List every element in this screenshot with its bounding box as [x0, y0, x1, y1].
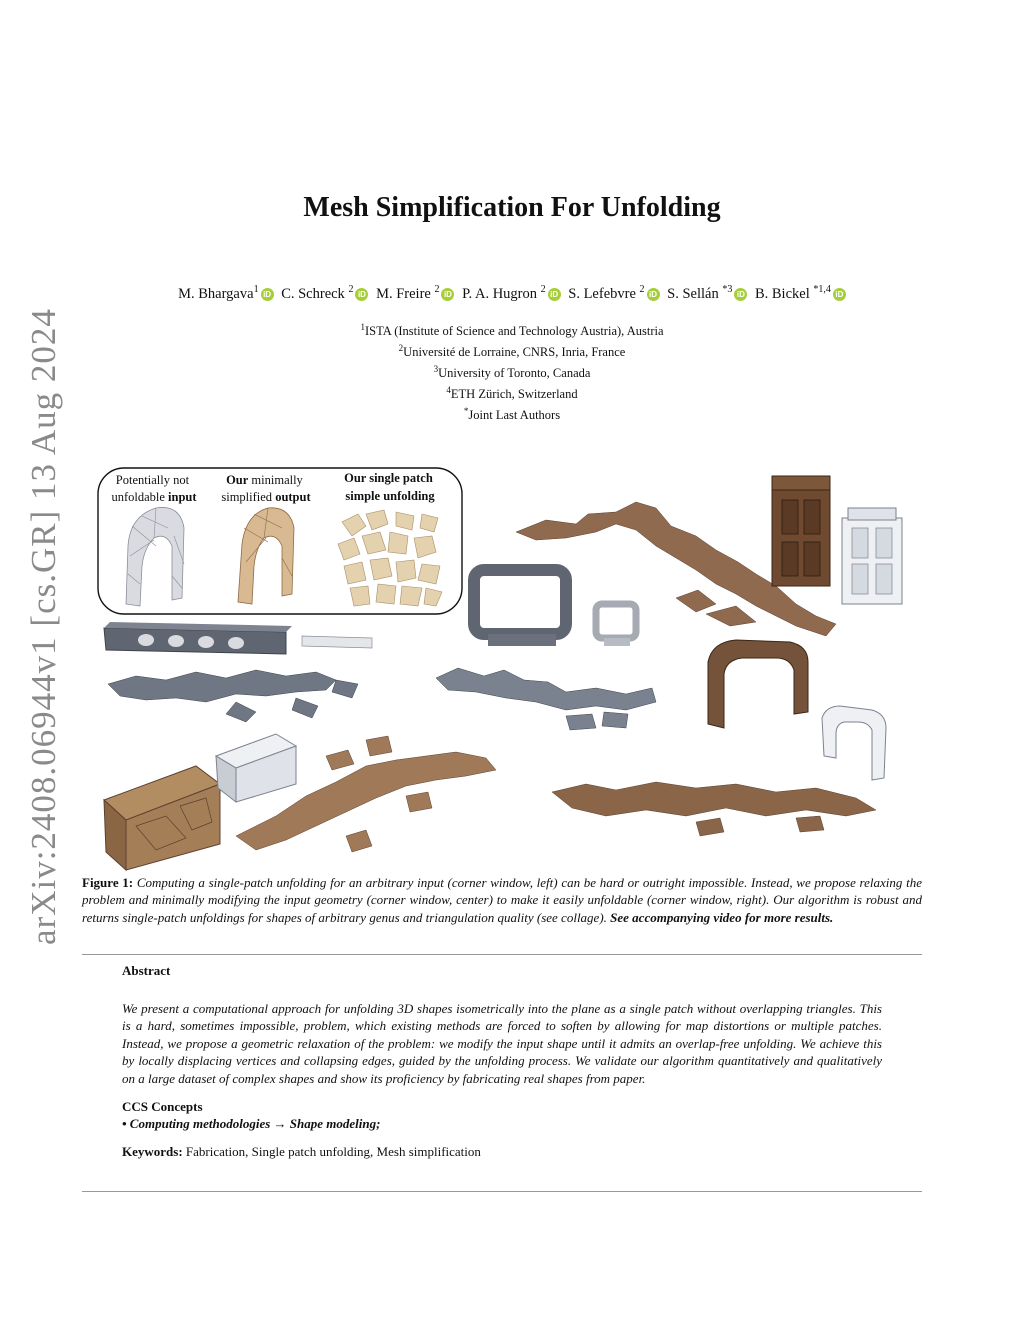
orcid-icon[interactable]: iD: [833, 288, 846, 301]
unfolding-grey-middle: [436, 668, 656, 730]
orcid-icon[interactable]: iD: [261, 288, 274, 301]
author-affiliation: *1,4: [813, 284, 831, 295]
author: [462, 284, 561, 303]
wooden-booth: [772, 476, 830, 586]
orcid-icon[interactable]: iD: [441, 288, 454, 301]
author-name: S. Sellán: [667, 285, 719, 302]
grey-frame-object: [474, 570, 636, 646]
grey-bar-object: [104, 622, 372, 654]
author-name: C. Schreck: [281, 285, 345, 302]
affiliation: $^1$ISTA (Institute of Science and Technology Austria), Austria: [360, 322, 664, 339]
divider-bottom: [82, 1191, 922, 1192]
divider-top: [82, 954, 922, 955]
keywords-label: Keywords:: [122, 1143, 183, 1159]
white-arch: [822, 706, 886, 780]
figure-caption: [82, 874, 922, 926]
author: [281, 284, 368, 303]
author-affiliation: 2: [434, 284, 440, 295]
white-box: [216, 734, 296, 802]
paper-title: Mesh Simplification For Unfolding: [303, 192, 721, 223]
author: [667, 284, 747, 303]
affiliation-list: [0, 319, 1024, 424]
author-affiliation: 1: [253, 284, 259, 295]
author: [178, 284, 273, 303]
inset-label-unfolding: Our single patch simple unfolding: [344, 471, 435, 503]
affiliation: *Joint Last Authors: [463, 405, 561, 422]
author-affiliation: 2: [348, 284, 354, 295]
inset-label-output: Our minimally simplified output: [221, 473, 311, 504]
author-affiliation: 2: [540, 284, 546, 295]
unfolding-brown-bottom-right: [552, 782, 876, 836]
author-name: S. Lefebvre: [568, 285, 636, 302]
ccs-heading: CCS Concepts: [122, 1098, 203, 1114]
white-booth: [842, 508, 902, 604]
abstract-section: [122, 962, 882, 1160]
abstract-body: We present a computational approach for unfolding 3D shapes isometrically into the plane as a single patch without overlapping triangles. This is a hard, sometimes impossible, problem, which existing methods are forced to soften by allowing for map distortions or multiple patches. Instead, we propose a geometric relaxation of the problem: we modify the input shape until it admits an overlap-free unfolding. We achieve this by locally displacing vertices and collapsing edges, guided by the unfolding process. We validate our algorithm quantitatively and qualitatively on a large dataset of complex shapes and show its proficiency by fabricating real shapes from paper.: [122, 1000, 882, 1086]
author-name: B. Bickel: [754, 285, 810, 302]
orcid-icon[interactable]: iD: [734, 288, 747, 301]
keywords: [122, 1143, 882, 1161]
author: [755, 284, 846, 303]
caption-video-note: See accompanying video for more results.: [610, 909, 834, 925]
orcid-icon[interactable]: iD: [355, 288, 368, 301]
author-affiliation: *3: [722, 284, 733, 295]
ccs-concept: • Computing methodologies → Shape modeling;: [122, 1116, 381, 1132]
affiliation: $^4$ETH Zürich, Switzerland: [446, 384, 578, 402]
unfolding-grey-left: [108, 670, 358, 722]
orcid-icon[interactable]: iD: [647, 288, 660, 301]
author: [376, 284, 454, 303]
author: [568, 284, 659, 303]
author-name: P. A. Hugron: [462, 285, 538, 302]
author-name: M. Bhargava: [178, 285, 254, 302]
teaser-figure: [96, 466, 924, 874]
abstract-heading: Abstract: [122, 963, 171, 978]
orcid-icon[interactable]: iD: [548, 288, 561, 301]
wooden-arch: [708, 640, 808, 728]
caption-label: Figure 1:: [82, 875, 134, 890]
affiliation: $^2$Université de Lorraine, CNRS, Inria, France: [398, 342, 626, 360]
affiliation: $^3$University of Toronto, Canada: [433, 363, 591, 381]
arxiv-identifier: arXiv:2408.06944v1 [cs.GR] 13 Aug 2024: [24, 308, 63, 945]
author-list: [0, 284, 1024, 303]
author-affiliation: 2: [639, 284, 645, 295]
keywords-text: Fabrication, Single patch unfolding, Mesh simplification: [182, 1143, 481, 1159]
caption-text: Computing a single-patch unfolding for an arbitrary input (corner window, left) can be hard or outright impossible. Instead, we propose relaxing the problem and minimally modifying the input geometry (corner window, center) to make it easily unfoldable (corner window, right). Our algorithm is robust and returns single-patch unfoldings for shapes of arbitrary genus and triangulation quality (see collage).: [82, 875, 922, 925]
inset-label-input: Potentially not unfoldable input: [111, 473, 197, 504]
author-name: M. Freire: [376, 285, 431, 302]
wooden-box: [104, 766, 220, 870]
